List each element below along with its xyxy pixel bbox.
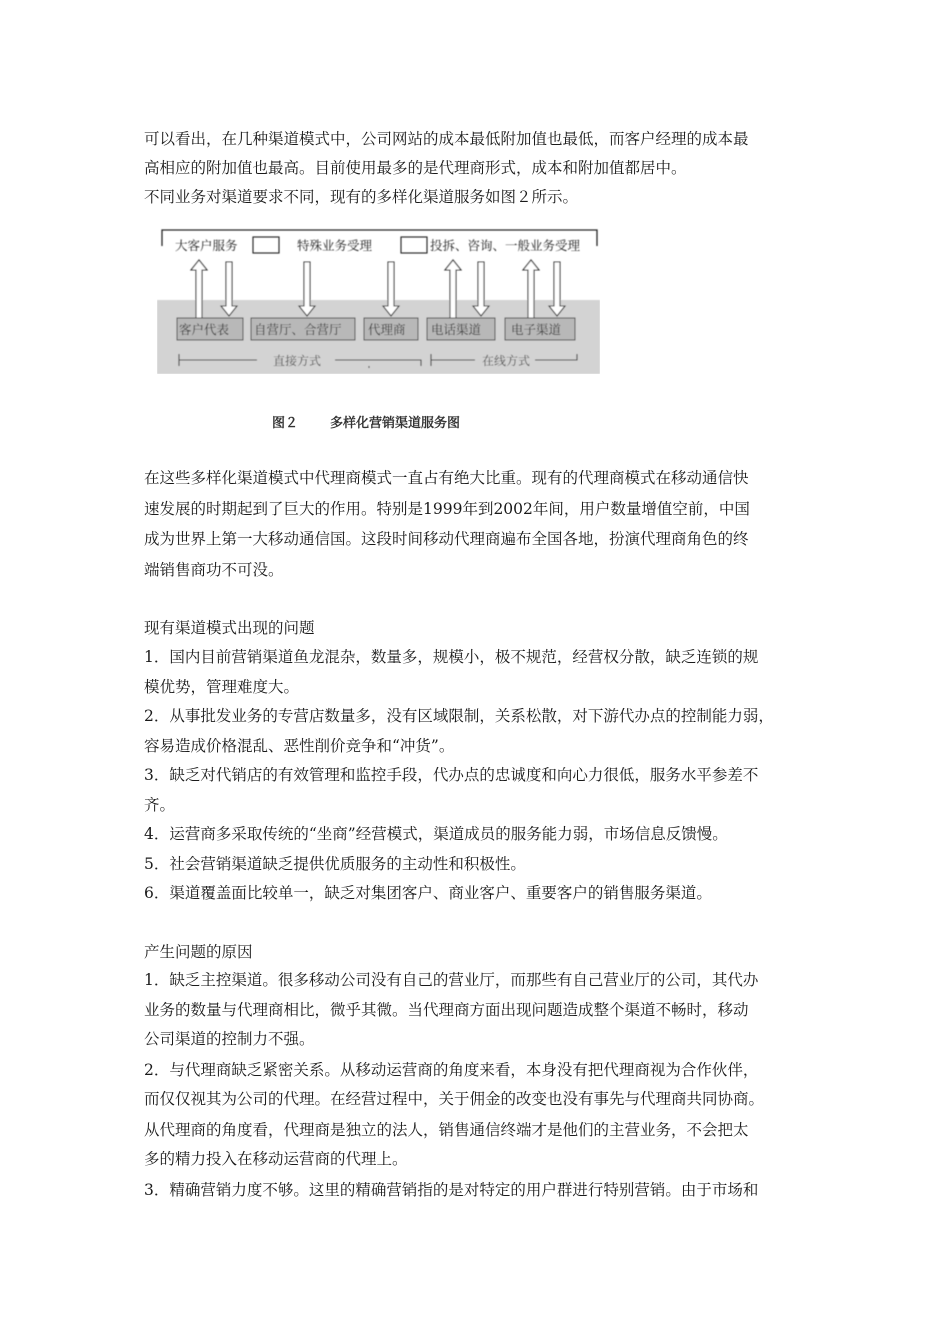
figure-caption: 多样化营销渠道服务图 <box>330 416 461 431</box>
list-item: 1．缺乏主控渠道。很多移动公司没有自己的营业厅，而那些有自己营业厅的公司，其代办 <box>144 971 759 989</box>
section-heading: 现有渠道模式出现的问题 <box>144 619 315 637</box>
list-item: 齐。 <box>144 796 176 814</box>
list-item: 多的精力投入在移动运营商的代理上。 <box>144 1150 408 1168</box>
text-line: 成为世界上第一大移动通信国。这段时间移动代理商遍布全国各地，扮演代理商角色的终 <box>144 530 749 548</box>
text-line: 速发展的时期起到了巨大的作用。特别是1999年到2002年间，用户数量增值空前，中国 <box>144 500 750 518</box>
list-item: 从代理商的角度看，代理商是独立的法人，销售通信终端才是他们的主营业务，不会把太 <box>144 1121 749 1139</box>
list-item: 3．缺乏对代销店的有效管理和监控手段，代办点的忠诚度和向心力很低，服务水平参差不 <box>144 766 759 784</box>
list-item: 公司渠道的控制力不强。 <box>144 1030 315 1048</box>
down-arrow-icon <box>473 262 489 316</box>
text-line: 可以看出，在几种渠道模式中，公司网站的成本最低附加值也最低，而客户经理的成本最 <box>144 130 749 148</box>
list-item: 3．精确营销力度不够。这里的精确营销指的是对特定的用户群进行特别营销。由于市场和 <box>144 1181 759 1199</box>
list-item: 6．渠道覆盖面比较单一，缺乏对集团客户、商业客户、重要客户的销售服务渠道。 <box>144 884 712 902</box>
text-line: 高相应的附加值也最高。目前使用最多的是代理商形式，成本和附加值都居中。 <box>144 159 687 177</box>
list-item: 2．从事批发业务的专营店数量多，没有区域限制，关系松散，对下游代办点的控制能力弱， <box>144 707 774 725</box>
channel-label: 电子渠道 <box>511 322 562 337</box>
channel-label: 客户代表 <box>179 322 230 337</box>
channel-label: 自营厅、合营厅 <box>254 322 342 337</box>
list-item: 1．国内目前营销渠道鱼龙混杂，数量多，规模小，极不规范，经营权分散，缺乏连锁的规 <box>144 648 759 666</box>
mode-label: 直接方式 <box>273 354 322 368</box>
down-arrow-icon <box>549 262 565 316</box>
list-item: 4．运营商多采取传统的“坐商”经营模式，渠道成员的服务能力弱，市场信息反馈慢。 <box>144 825 728 843</box>
list-item: 而仅仅视其为公司的代理。在经营过程中，关于佣金的改变也没有事先与代理商共同协商。 <box>144 1090 765 1108</box>
list-item: 容易造成价格混乱、恶性削价竞争和“冲货”。 <box>144 737 455 755</box>
list-item: 业务的数量与代理商相比，微乎其微。当代理商方面出现问题造成整个渠道不畅时，移动 <box>144 1001 749 1019</box>
figure-number: 图２ <box>272 416 299 431</box>
top-label: 投拆、咨询、一般业务受理 <box>430 238 581 253</box>
text-line: 不同业务对渠道要求不同，现有的多样化渠道服务如图２所示。 <box>144 188 579 206</box>
channel-label: 电话渠道 <box>431 322 482 337</box>
mode-label: 在线方式 <box>482 354 531 368</box>
down-arrow-icon <box>383 262 399 316</box>
channel-diagram <box>157 222 600 374</box>
channel-label: 代理商 <box>368 322 406 337</box>
top-label: 特殊业务受理 <box>297 238 373 253</box>
top-label: 大客户服务 <box>175 238 238 253</box>
down-arrow-icon <box>221 262 237 316</box>
section-heading: 产生问题的原因 <box>144 943 253 961</box>
list-item: 模优势，管理难度大。 <box>144 678 300 696</box>
text-line: 端销售商功不可没。 <box>144 561 284 579</box>
list-item: 5．社会营销渠道缺乏提供优质服务的主动性和积极性。 <box>144 855 526 873</box>
text-line: 在这些多样化渠道模式中代理商模式一直占有绝大比重。现有的代理商模式在移动通信快 <box>144 469 749 487</box>
down-arrow-icon <box>299 262 315 316</box>
list-item: 2．与代理商缺乏紧密关系。从移动运营商的角度来看，本身没有把代理商视为合作伙伴， <box>144 1061 759 1079</box>
